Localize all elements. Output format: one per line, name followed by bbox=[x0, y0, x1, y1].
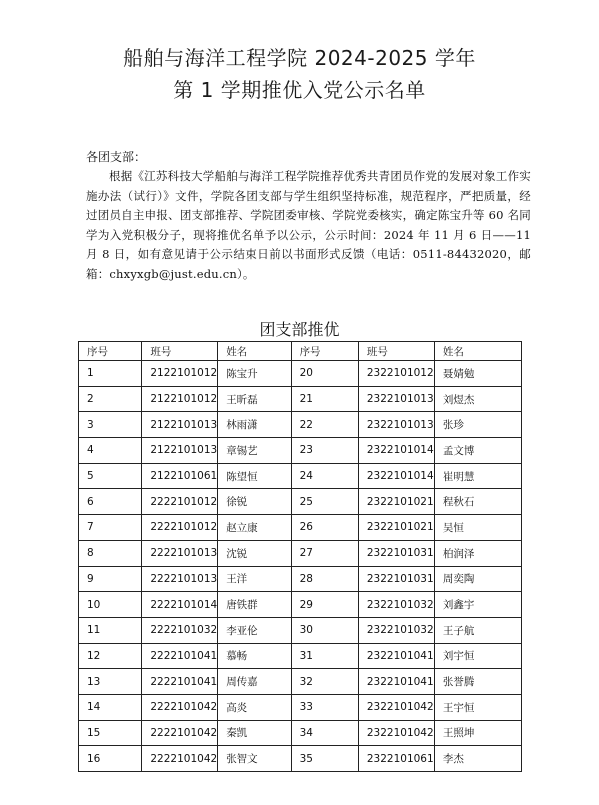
cell-class-no: 2322101021 bbox=[358, 489, 434, 515]
table-row bbox=[79, 438, 522, 464]
cell-index: 8 bbox=[79, 540, 142, 566]
cell-class-no: 2222101014 bbox=[142, 592, 218, 618]
cell-class-no: 2322101031 bbox=[358, 566, 434, 592]
cell-name: 崔明慧 bbox=[434, 463, 521, 489]
cell-class-no: 2122101013 bbox=[142, 438, 218, 464]
cell-name: 刘煜杰 bbox=[434, 386, 521, 412]
cell-name: 陈宝升 bbox=[218, 361, 291, 387]
cell-class-no: 2122101012 bbox=[142, 361, 218, 387]
cell-index: 23 bbox=[291, 438, 358, 464]
cell-class-no: 2222101032 bbox=[142, 617, 218, 643]
cell-class-no: 2322101013 bbox=[358, 386, 434, 412]
cell-index: 28 bbox=[291, 566, 358, 592]
cell-name: 章锡艺 bbox=[218, 438, 291, 464]
cell-name: 柏润泽 bbox=[434, 540, 521, 566]
notice-body: 根据《江苏科技大学船舶与海洋工程学院推荐优秀共青团员作党的发展对象工作实施办法（试行）》文件，学院各团支部与学生组织坚持标准，规范程序，严把质量，经过团员自主申报、团支部推荐、学院团委审核、学院党委核实，确定陈宝升等 60 名同学为入党积极分子，现将推优名单予以公示，公示时间：2024 年 11 月 6 日——11 月 8 日，如有意见请于公示结束日前以书面形式反馈（电话：0511-84432020，邮箱：chxyxgb@just.edu.cn）。 bbox=[86, 169, 531, 281]
cell-class-no: 2122101061 bbox=[142, 463, 218, 489]
cell-class-no: 2322101032 bbox=[358, 617, 434, 643]
table-row bbox=[79, 463, 522, 489]
cell-name: 李杰 bbox=[434, 746, 521, 772]
cell-class-no: 2322101041 bbox=[358, 669, 434, 695]
table-row bbox=[79, 746, 522, 772]
cell-class-no: 2122101013 bbox=[142, 412, 218, 438]
cell-class-no: 2122101012 bbox=[142, 386, 218, 412]
cell-name: 慕畅 bbox=[218, 643, 291, 669]
cell-index: 22 bbox=[291, 412, 358, 438]
table-row bbox=[79, 386, 522, 412]
cell-index: 1 bbox=[79, 361, 142, 387]
cell-name: 张誉腾 bbox=[434, 669, 521, 695]
cell-name: 程秋石 bbox=[434, 489, 521, 515]
cell-class-no: 2322101031 bbox=[358, 540, 434, 566]
cell-index: 5 bbox=[79, 463, 142, 489]
cell-name: 聂婧勉 bbox=[434, 361, 521, 387]
cell-index: 11 bbox=[79, 617, 142, 643]
cell-name: 唐铁群 bbox=[218, 592, 291, 618]
cell-class-no: 2222101012 bbox=[142, 515, 218, 541]
cell-name: 周奕陶 bbox=[434, 566, 521, 592]
cell-index: 13 bbox=[79, 669, 142, 695]
cell-name: 高炎 bbox=[218, 694, 291, 720]
header-name: 姓名 bbox=[434, 342, 521, 361]
cell-name: 张智文 bbox=[218, 746, 291, 772]
cell-name: 王照坤 bbox=[434, 720, 521, 746]
table-row bbox=[79, 643, 522, 669]
cell-index: 35 bbox=[291, 746, 358, 772]
table-row bbox=[79, 617, 522, 643]
document-title-line1: 船舶与海洋工程学院 2024-2025 学年 bbox=[123, 46, 476, 70]
cell-index: 21 bbox=[291, 386, 358, 412]
cell-name: 王子航 bbox=[434, 617, 521, 643]
cell-index: 4 bbox=[79, 438, 142, 464]
cell-index: 25 bbox=[291, 489, 358, 515]
cell-name: 沈锐 bbox=[218, 540, 291, 566]
section-title: 团支部推优 bbox=[259, 320, 340, 339]
header-index: 序号 bbox=[291, 342, 358, 361]
cell-index: 33 bbox=[291, 694, 358, 720]
cell-class-no: 2222101042 bbox=[142, 720, 218, 746]
cell-index: 9 bbox=[79, 566, 142, 592]
cell-class-no: 2322101013 bbox=[358, 412, 434, 438]
table-row bbox=[79, 669, 522, 695]
cell-name: 林雨潇 bbox=[218, 412, 291, 438]
cell-index: 16 bbox=[79, 746, 142, 772]
cell-index: 7 bbox=[79, 515, 142, 541]
table-row bbox=[79, 566, 522, 592]
table-body bbox=[79, 361, 522, 772]
cell-index: 12 bbox=[79, 643, 142, 669]
table-header-row bbox=[79, 342, 522, 361]
cell-name: 张珍 bbox=[434, 412, 521, 438]
cell-index: 30 bbox=[291, 617, 358, 643]
cell-index: 10 bbox=[79, 592, 142, 618]
cell-class-no: 2322101032 bbox=[358, 592, 434, 618]
cell-class-no: 2222101013 bbox=[142, 566, 218, 592]
cell-index: 3 bbox=[79, 412, 142, 438]
recommendation-table bbox=[78, 341, 522, 772]
cell-index: 26 bbox=[291, 515, 358, 541]
cell-name: 秦凯 bbox=[218, 720, 291, 746]
header-index: 序号 bbox=[79, 342, 142, 361]
cell-class-no: 2322101014 bbox=[358, 438, 434, 464]
cell-class-no: 2322101042 bbox=[358, 720, 434, 746]
cell-index: 2 bbox=[79, 386, 142, 412]
header-class-no: 班号 bbox=[358, 342, 434, 361]
cell-class-no: 2322101014 bbox=[358, 463, 434, 489]
cell-name: 刘鑫宇 bbox=[434, 592, 521, 618]
cell-name: 李亚伦 bbox=[218, 617, 291, 643]
header-class-no: 班号 bbox=[142, 342, 218, 361]
cell-index: 14 bbox=[79, 694, 142, 720]
table-row bbox=[79, 489, 522, 515]
cell-index: 32 bbox=[291, 669, 358, 695]
cell-index: 34 bbox=[291, 720, 358, 746]
cell-index: 20 bbox=[291, 361, 358, 387]
table-row bbox=[79, 720, 522, 746]
cell-class-no: 2222101042 bbox=[142, 746, 218, 772]
cell-class-no: 2222101041 bbox=[142, 669, 218, 695]
cell-class-no: 2222101041 bbox=[142, 643, 218, 669]
table-row bbox=[79, 361, 522, 387]
table-row bbox=[79, 592, 522, 618]
salutation: 各团支部： bbox=[86, 150, 147, 164]
cell-name: 刘宇恒 bbox=[434, 643, 521, 669]
cell-index: 27 bbox=[291, 540, 358, 566]
table-row bbox=[79, 412, 522, 438]
cell-class-no: 2222101012 bbox=[142, 489, 218, 515]
table-row bbox=[79, 694, 522, 720]
cell-index: 6 bbox=[79, 489, 142, 515]
document-title-line2: 第 1 学期推优入党公示名单 bbox=[173, 78, 426, 102]
cell-class-no: 2322101012 bbox=[358, 361, 434, 387]
cell-name: 陈望恒 bbox=[218, 463, 291, 489]
cell-name: 孟文博 bbox=[434, 438, 521, 464]
cell-class-no: 2222101013 bbox=[142, 540, 218, 566]
cell-index: 31 bbox=[291, 643, 358, 669]
header-name: 姓名 bbox=[218, 342, 291, 361]
cell-class-no: 2322101021 bbox=[358, 515, 434, 541]
table-row bbox=[79, 540, 522, 566]
cell-name: 周传嘉 bbox=[218, 669, 291, 695]
table-row bbox=[79, 515, 522, 541]
cell-class-no: 2322101041 bbox=[358, 643, 434, 669]
cell-index: 29 bbox=[291, 592, 358, 618]
cell-class-no: 2222101042 bbox=[142, 694, 218, 720]
cell-name: 王昕磊 bbox=[218, 386, 291, 412]
cell-name: 王洋 bbox=[218, 566, 291, 592]
cell-class-no: 2322101061 bbox=[358, 746, 434, 772]
cell-index: 24 bbox=[291, 463, 358, 489]
cell-class-no: 2322101042 bbox=[358, 694, 434, 720]
cell-name: 吴恒 bbox=[434, 515, 521, 541]
cell-name: 赵立康 bbox=[218, 515, 291, 541]
cell-name: 王宇恒 bbox=[434, 694, 521, 720]
cell-index: 15 bbox=[79, 720, 142, 746]
cell-name: 徐锐 bbox=[218, 489, 291, 515]
